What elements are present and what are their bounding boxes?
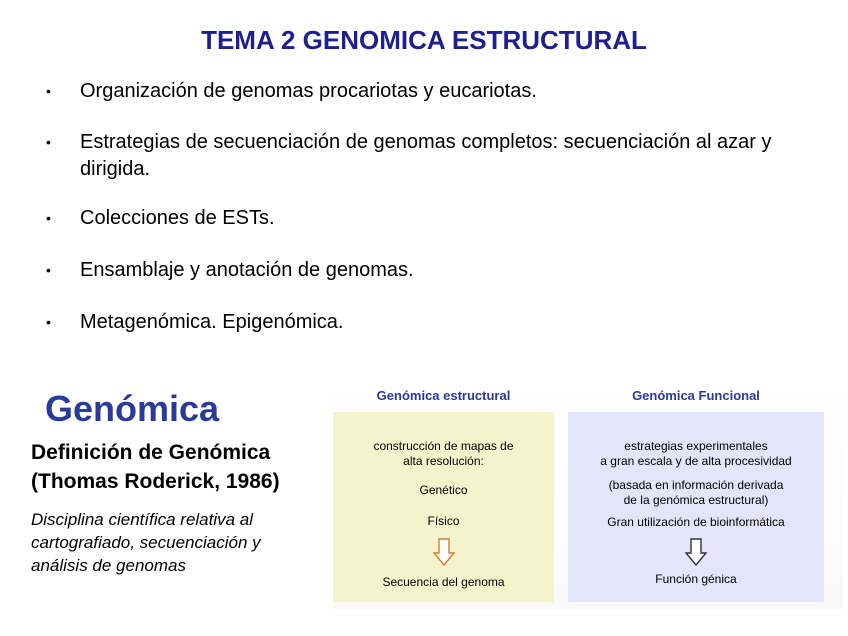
bullet-text: Metagenómica. Epigenómica.	[80, 311, 344, 333]
estructural-item-fisico: Físico	[427, 514, 460, 528]
arrow-down-icon	[433, 538, 455, 566]
bullet-list	[40, 78, 820, 336]
description-line: cartografiado, secuenciación y	[31, 533, 261, 552]
description-line: análisis de genomas	[31, 556, 186, 575]
bullet-dot: •	[46, 262, 51, 278]
bullet-dot: •	[46, 314, 51, 330]
description-line: Disciplina científica relativa al	[31, 510, 254, 529]
bullet-text: Estrategias de secuenciación de genomas completos: secuenciación al azar y dirigida.	[80, 131, 772, 180]
slide-title: TEMA 2 GENOMICA ESTRUCTURAL	[201, 25, 647, 55]
genomica-heading: Genómica	[45, 388, 220, 429]
estructural-heading: Genómica estructural	[376, 388, 511, 403]
bullet-item	[40, 309, 820, 336]
estructural-item-genetico: Genético	[419, 483, 468, 497]
bullet-text: Ensamblaje y anotación de genomas.	[80, 259, 414, 281]
estructural-text: construcción de mapas de	[373, 439, 514, 453]
funcional-text: Gran utilización de bioinformática	[607, 515, 785, 529]
funcional-text: de la genómica estructural)	[623, 493, 769, 507]
funcional-box	[568, 412, 824, 602]
bullet-item	[40, 205, 820, 232]
funcional-heading: Genómica Funcional	[632, 388, 760, 403]
bullet-item	[40, 257, 820, 284]
definition-author: (Thomas Roderick, 1986)	[31, 470, 280, 493]
bullet-dot: •	[46, 83, 51, 99]
bullet-dot: •	[46, 210, 51, 226]
funcional-text: (basada en información derivada	[608, 478, 784, 492]
funcional-result: Función génica	[655, 572, 737, 586]
estructural-box	[333, 412, 554, 602]
arrow-down-icon	[685, 538, 707, 566]
genomics-diagram	[333, 378, 843, 610]
bullet-text: Colecciones de ESTs.	[80, 207, 275, 229]
estructural-result: Secuencia del genoma	[382, 575, 505, 589]
bullet-item	[40, 129, 820, 183]
funcional-text: estrategias experimentales	[624, 439, 768, 453]
definition-title	[31, 438, 280, 496]
bullet-text: Organización de genomas procariotas y eucariotas.	[80, 80, 537, 102]
bullet-item	[40, 78, 820, 105]
funcional-text: a gran escala y de alta procesividad	[600, 454, 792, 468]
definition-description	[31, 508, 311, 577]
bullet-dot: •	[46, 134, 51, 150]
definition-line: Definición de Genómica	[31, 441, 271, 464]
estructural-text: alta resolución:	[403, 454, 484, 468]
